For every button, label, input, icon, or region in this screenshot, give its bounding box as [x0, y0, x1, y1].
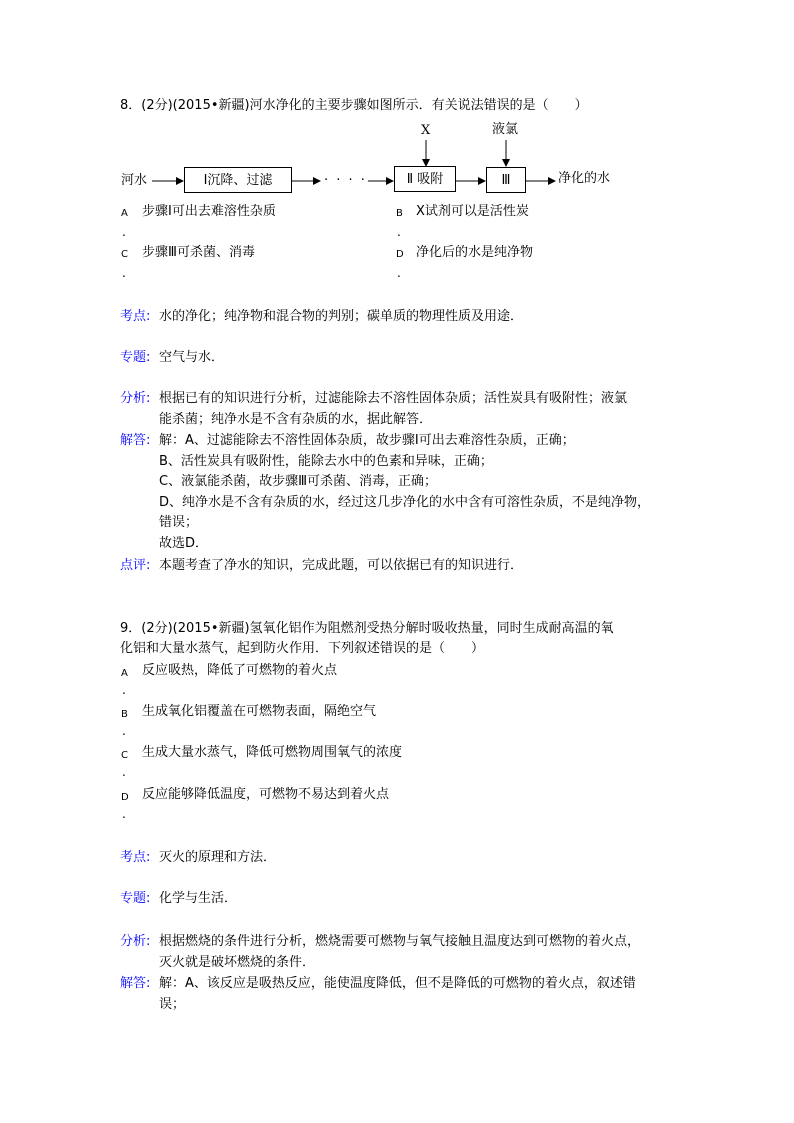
- q9-kaodian-text: 灭火的原理和方法．: [159, 850, 277, 865]
- q8-flow-diagram: [0, 0, 794, 230]
- q9-option-b-letter: B: [121, 709, 128, 720]
- q8-fenxi-line: 能杀菌；纯净水是不含有杂质的水，据此解答．: [159, 412, 433, 427]
- q8-option-b-text: X试剂可以是活性炭: [416, 204, 529, 219]
- q9-stem-line: 9．(2分)(2015•新疆)氢氧化铝作为阻燃剂受热分解时吸收热量，同时生成耐高温的氧: [120, 621, 614, 636]
- q8-kaodian-label: 考点:: [120, 309, 151, 324]
- q8-option-b-dot: .: [397, 225, 401, 239]
- q9-jieda-line: 解：A、该反应是吸热反应，能使温度降低，但不是降低的可燃物的着火点，叙述错: [159, 976, 636, 991]
- q8-jieda-line: B、活性炭具有吸附性，能除去水中的色素和异味，正确；: [159, 454, 493, 469]
- q9-fenxi-line: 灭火就是破坏燃烧的条件．: [159, 955, 316, 970]
- q8-option-a-letter: A: [121, 208, 128, 219]
- q8-option-d-text: 净化后的水是纯净物: [416, 245, 534, 260]
- q8-jieda-line: 故选D．: [159, 536, 209, 551]
- diagram-ellipsis: · · · ·: [324, 173, 367, 188]
- q9-option-d-letter: D: [121, 792, 129, 803]
- q8-fenxi-line: 根据已有的知识进行分析，过滤能除去不溶性固体杂质；活性炭具有吸附性；液氯: [159, 391, 628, 406]
- diagram-step3-box: Ⅲ: [486, 167, 526, 193]
- diagram-purified-water: 净化的水: [558, 171, 611, 186]
- q8-dianping-label: 点评:: [120, 558, 151, 573]
- q9-option-b-dot: .: [122, 724, 126, 738]
- q8-zhuanti-text: 空气与水．: [159, 350, 225, 365]
- q9-option-a-letter: A: [121, 668, 128, 679]
- q8-option-c-dot: .: [122, 266, 126, 280]
- diagram-step1-box: Ⅰ沉降、过滤: [184, 167, 292, 193]
- q8-option-b-letter: B: [396, 208, 403, 219]
- q8-jieda-line: D、纯净水是不含有杂质的水，经过这几步净化的水中含有可溶性杂质，不是纯净物，: [159, 495, 651, 510]
- q8-dianping-text: 本题考查了净水的知识，完成此题，可以依据已有的知识进行．: [159, 558, 524, 573]
- q8-stem: 8．(2分)(2015•新疆)河水净化的主要步骤如图所示．有关说法错误的是（ ）: [120, 98, 588, 113]
- q8-zhuanti-label: 专题:: [120, 350, 151, 365]
- q9-jieda-line: 误；: [159, 997, 186, 1012]
- q8-fenxi-label: 分析:: [120, 391, 151, 406]
- q9-fenxi-line: 根据燃烧的条件进行分析，燃烧需要可燃物与氧气接触且温度达到可燃物的着火点，: [159, 934, 641, 949]
- q8-option-a-text: 步骤Ⅰ可出去难溶性杂质: [142, 204, 276, 219]
- q9-option-c-text: 生成大量水蒸气，降低可燃物周围氧气的浓度: [142, 745, 403, 760]
- q8-option-a-dot: .: [122, 225, 126, 239]
- q9-kaodian-label: 考点:: [120, 850, 151, 865]
- q8-jieda-label: 解答:: [120, 433, 151, 448]
- diagram-step2-box: Ⅱ 吸附: [394, 166, 456, 192]
- q8-kaodian-text: 水的净化；纯净物和混合物的判别；碳单质的物理性质及用途．: [159, 309, 524, 324]
- q9-stem-line: 化铝和大量水蒸气，起到防火作用．下列叙述错误的是（ ）: [120, 641, 485, 656]
- q8-option-c-text: 步骤Ⅲ可杀菌、消毒: [142, 245, 255, 260]
- q8-jieda-line: 解：A、过滤能除去不溶性固体杂质，故步骤Ⅰ可出去难溶性杂质，正确；: [159, 433, 575, 448]
- q8-option-d-letter: D: [396, 249, 404, 260]
- q9-option-b-text: 生成氧化铝覆盖在可燃物表面，隔绝空气: [142, 704, 377, 719]
- diagram-liquid-chlorine: 液氯: [492, 122, 519, 137]
- q9-option-d-text: 反应能够降低温度，可燃物不易达到着火点: [142, 787, 390, 802]
- q9-zhuanti-text: 化学与生活．: [159, 891, 238, 906]
- q9-zhuanti-label: 专题:: [120, 891, 151, 906]
- q8-jieda-line: C、液氯能杀菌，故步骤Ⅲ可杀菌、消毒，正确；: [159, 474, 438, 489]
- q9-option-c-letter: C: [121, 750, 128, 761]
- q8-option-c-letter: C: [121, 249, 128, 260]
- q9-jieda-label: 解答:: [120, 976, 151, 991]
- q9-fenxi-label: 分析:: [120, 934, 151, 949]
- q9-option-a-dot: .: [122, 683, 126, 697]
- q9-option-c-dot: .: [122, 765, 126, 779]
- q9-option-d-dot: .: [122, 807, 126, 821]
- diagram-river-water: 河水: [121, 173, 148, 188]
- q8-option-d-dot: .: [397, 266, 401, 280]
- diagram-reagent-x: X: [421, 123, 431, 138]
- q8-jieda-line: 错误；: [159, 515, 199, 530]
- q9-option-a-text: 反应吸热，降低了可燃物的着火点: [142, 663, 338, 678]
